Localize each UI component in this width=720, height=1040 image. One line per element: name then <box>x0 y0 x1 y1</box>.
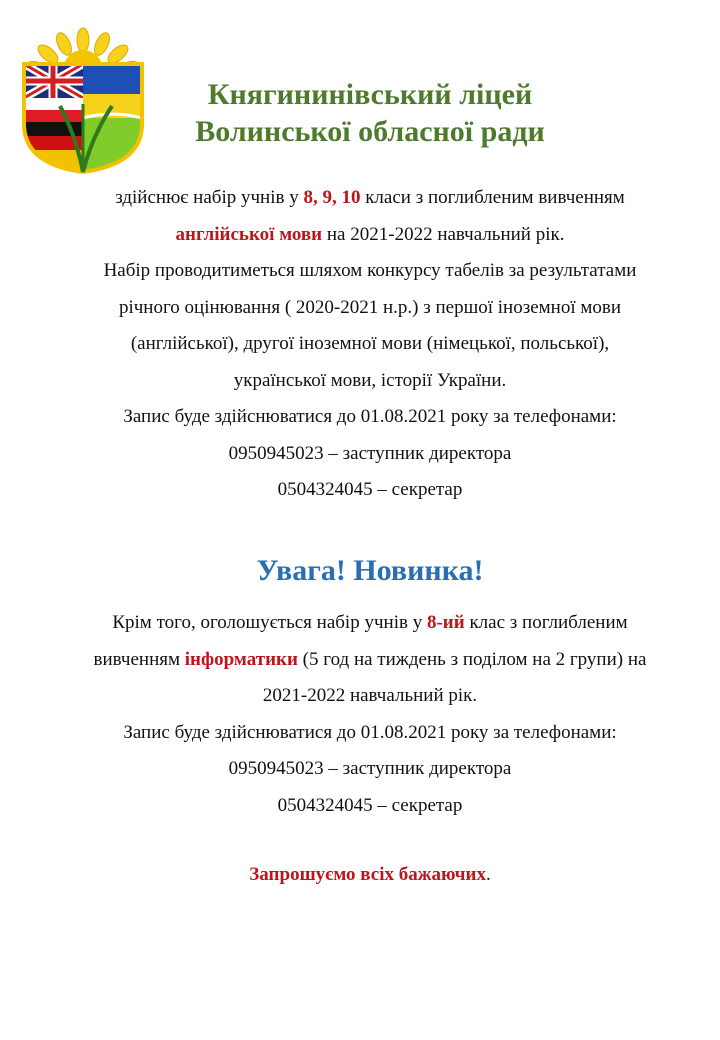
invitation-punct: . <box>485 864 491 885</box>
grades-highlight: 8, 9, 10 <box>303 187 361 208</box>
notice-line: 2021-2022 навчальний рік. <box>262 685 478 706</box>
phone-secretary: 0504324045 – секретар <box>277 794 463 816</box>
announcement-line <box>40 180 700 217</box>
notice-line <box>40 642 700 679</box>
school-emblem <box>20 26 146 174</box>
subject-highlight: інформатики <box>184 648 298 670</box>
school-title <box>150 76 590 150</box>
enrollment-deadline: Запис буде здійснюватися до 01.08.2021 року за телефонами: <box>123 721 617 743</box>
text-segment: здійснює набір учнів у <box>115 187 304 208</box>
notice-block <box>40 605 700 824</box>
subject-highlight: англійської мови <box>175 223 323 245</box>
text-segment: класи з поглибленим вивченням <box>360 187 625 208</box>
notice-heading: Увага! Новинка! <box>256 554 484 587</box>
invitation <box>40 860 700 890</box>
text-segment: (5 год на тиждень з поділом на 2 групи) на <box>297 648 647 670</box>
enrollment-deadline: Запис буде здійснюватися до 01.08.2021 року за телефонами: <box>123 406 617 427</box>
school-name-line-2: Волинської обласної ради <box>195 115 545 148</box>
text-segment: на 2021-2022 навчальний рік. <box>322 223 565 245</box>
text-segment: Крім того, оголошується набір учнів у <box>112 612 427 633</box>
phone-deputy-director: 0950945023 – заступник директора <box>228 442 512 464</box>
text-segment: клас з поглибленим <box>464 612 628 633</box>
announcement-block <box>40 180 700 509</box>
announcement-line: української мови, історії України. <box>233 369 507 391</box>
announcement-line <box>40 217 700 254</box>
phone-secretary: 0504324045 – секретар <box>277 479 463 500</box>
announcement-line: річного оцінювання ( 2020-2021 н.р.) з першої іноземної мови <box>118 296 622 318</box>
grade-highlight: 8-ий <box>426 612 465 633</box>
text-segment: вивченням <box>93 648 185 670</box>
notice-line <box>40 605 700 642</box>
announcement-line: Набір проводитиметься шляхом конкурсу табелів за результатами <box>103 260 637 281</box>
phone-deputy-director: 0950945023 – заступник директора <box>228 758 512 779</box>
announcement-line: (англійської), другої іноземної мови (німецької, польської), <box>130 333 610 354</box>
school-name-line-1: Княгининівський ліцей <box>207 78 533 111</box>
invitation-text: Запрошуємо всіх бажаючих <box>249 864 486 885</box>
